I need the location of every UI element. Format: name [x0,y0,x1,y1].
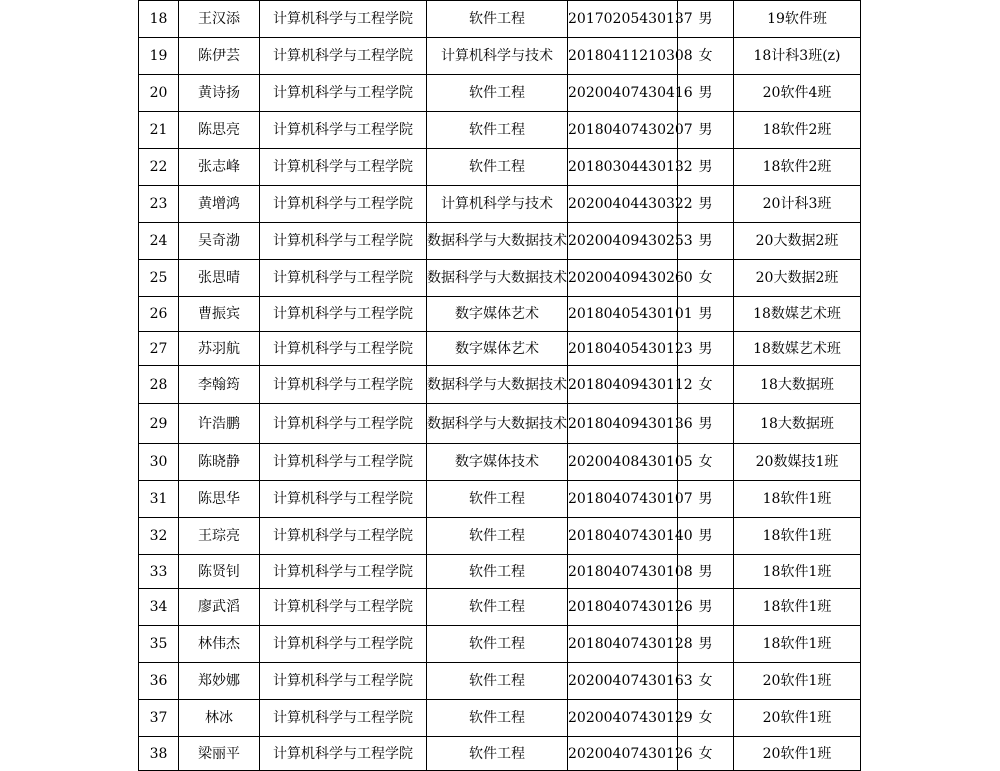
major-cell: 软件工程 [427,737,568,771]
student-name-cell: 林伟杰 [179,626,260,663]
college-cell: 计算机科学与工程学院 [260,626,427,663]
student-id-cell: 20180407430107 [568,481,678,518]
table-row [139,297,861,332]
row-number-cell: 24 [139,223,179,260]
class-cell: 18数媒艺术班 [734,297,861,332]
row-number-cell: 33 [139,555,179,589]
student-id-cell: 20170205430137 [568,1,678,38]
major-cell: 软件工程 [427,481,568,518]
class-cell: 20大数据2班 [734,223,861,260]
class-cell: 18软件2班 [734,112,861,149]
row-number-cell: 18 [139,1,179,38]
major-cell: 数据科学与大数据技术 [427,223,568,260]
student-table-body [139,1,861,771]
class-cell: 18大数据班 [734,404,861,444]
student-list-sheet [138,0,860,771]
student-table [138,0,861,771]
class-cell: 20计科3班 [734,186,861,223]
major-cell: 数字媒体技术 [427,444,568,481]
row-number-cell: 23 [139,186,179,223]
major-cell: 软件工程 [427,518,568,555]
row-number-cell: 35 [139,626,179,663]
college-cell: 计算机科学与工程学院 [260,444,427,481]
college-cell: 计算机科学与工程学院 [260,518,427,555]
student-id-cell: 20200407430126 [568,737,678,771]
table-row [139,38,861,75]
student-id-cell: 20180407430128 [568,626,678,663]
gender-cell: 女 [678,260,734,297]
table-row [139,555,861,589]
row-number-cell: 29 [139,404,179,444]
gender-cell: 女 [678,737,734,771]
student-name-cell: 苏羽航 [179,332,260,366]
college-cell: 计算机科学与工程学院 [260,186,427,223]
student-name-cell: 林冰 [179,700,260,737]
row-number-cell: 27 [139,332,179,366]
gender-cell: 男 [678,112,734,149]
college-cell: 计算机科学与工程学院 [260,663,427,700]
college-cell: 计算机科学与工程学院 [260,481,427,518]
class-cell: 18软件1班 [734,518,861,555]
major-cell: 软件工程 [427,149,568,186]
class-cell: 18软件1班 [734,626,861,663]
major-cell: 计算机科学与技术 [427,186,568,223]
student-name-cell: 梁丽平 [179,737,260,771]
major-cell: 软件工程 [427,663,568,700]
class-cell: 20软件1班 [734,737,861,771]
student-name-cell: 李翰筠 [179,366,260,404]
college-cell: 计算机科学与工程学院 [260,404,427,444]
major-cell: 软件工程 [427,75,568,112]
row-number-cell: 19 [139,38,179,75]
student-name-cell: 张思晴 [179,260,260,297]
student-id-cell: 20180405430123 [568,332,678,366]
row-number-cell: 32 [139,518,179,555]
row-number-cell: 37 [139,700,179,737]
student-name-cell: 陈思华 [179,481,260,518]
gender-cell: 男 [678,589,734,626]
table-row [139,663,861,700]
student-name-cell: 吴奇渤 [179,223,260,260]
gender-cell: 女 [678,366,734,404]
major-cell: 计算机科学与技术 [427,38,568,75]
class-cell: 18软件1班 [734,481,861,518]
major-cell: 软件工程 [427,700,568,737]
table-row [139,481,861,518]
student-id-cell: 20180407430140 [568,518,678,555]
class-cell: 18软件1班 [734,555,861,589]
class-cell: 19软件班 [734,1,861,38]
student-id-cell: 20180407430108 [568,555,678,589]
student-name-cell: 张志峰 [179,149,260,186]
college-cell: 计算机科学与工程学院 [260,332,427,366]
class-cell: 18大数据班 [734,366,861,404]
table-row [139,260,861,297]
row-number-cell: 22 [139,149,179,186]
college-cell: 计算机科学与工程学院 [260,112,427,149]
college-cell: 计算机科学与工程学院 [260,38,427,75]
college-cell: 计算机科学与工程学院 [260,149,427,186]
class-cell: 18数媒艺术班 [734,332,861,366]
student-name-cell: 王琮亮 [179,518,260,555]
major-cell: 软件工程 [427,1,568,38]
class-cell: 18计科3班(z) [734,38,861,75]
table-row [139,75,861,112]
student-name-cell: 郑妙娜 [179,663,260,700]
table-row [139,1,861,38]
gender-cell: 男 [678,555,734,589]
major-cell: 数据科学与大数据技术 [427,366,568,404]
student-id-cell: 20200408430105 [568,444,678,481]
table-row [139,700,861,737]
class-cell: 18软件1班 [734,589,861,626]
student-id-cell: 20180411210308 [568,38,678,75]
college-cell: 计算机科学与工程学院 [260,223,427,260]
row-number-cell: 34 [139,589,179,626]
class-cell: 20大数据2班 [734,260,861,297]
student-name-cell: 陈贤钊 [179,555,260,589]
table-row [139,366,861,404]
gender-cell: 男 [678,1,734,38]
student-name-cell: 陈思亮 [179,112,260,149]
student-name-cell: 许浩鹏 [179,404,260,444]
gender-cell: 男 [678,481,734,518]
table-row [139,626,861,663]
row-number-cell: 26 [139,297,179,332]
class-cell: 20软件4班 [734,75,861,112]
gender-cell: 男 [678,404,734,444]
class-cell: 20软件1班 [734,700,861,737]
gender-cell: 女 [678,700,734,737]
major-cell: 软件工程 [427,589,568,626]
gender-cell: 男 [678,149,734,186]
row-number-cell: 31 [139,481,179,518]
major-cell: 数据科学与大数据技术 [427,404,568,444]
student-id-cell: 20200409430260 [568,260,678,297]
college-cell: 计算机科学与工程学院 [260,1,427,38]
major-cell: 软件工程 [427,626,568,663]
student-id-cell: 20200409430253 [568,223,678,260]
gender-cell: 女 [678,444,734,481]
major-cell: 数字媒体艺术 [427,332,568,366]
student-id-cell: 20200407430129 [568,700,678,737]
class-cell: 20数媒技1班 [734,444,861,481]
college-cell: 计算机科学与工程学院 [260,700,427,737]
table-row [139,332,861,366]
table-row [139,518,861,555]
student-id-cell: 20200407430416 [568,75,678,112]
student-id-cell: 20200407430163 [568,663,678,700]
table-row [139,223,861,260]
college-cell: 计算机科学与工程学院 [260,589,427,626]
table-row [139,404,861,444]
table-row [139,444,861,481]
student-id-cell: 20180304430132 [568,149,678,186]
college-cell: 计算机科学与工程学院 [260,75,427,112]
table-row [139,589,861,626]
student-name-cell: 陈伊芸 [179,38,260,75]
gender-cell: 男 [678,626,734,663]
major-cell: 数据科学与大数据技术 [427,260,568,297]
college-cell: 计算机科学与工程学院 [260,260,427,297]
student-id-cell: 20180407430126 [568,589,678,626]
class-cell: 20软件1班 [734,663,861,700]
gender-cell: 男 [678,75,734,112]
table-row [139,112,861,149]
row-number-cell: 36 [139,663,179,700]
student-name-cell: 黄诗扬 [179,75,260,112]
college-cell: 计算机科学与工程学院 [260,737,427,771]
gender-cell: 男 [678,518,734,555]
gender-cell: 男 [678,332,734,366]
row-number-cell: 25 [139,260,179,297]
gender-cell: 男 [678,186,734,223]
gender-cell: 男 [678,223,734,260]
student-name-cell: 曹振宾 [179,297,260,332]
row-number-cell: 20 [139,75,179,112]
table-row [139,737,861,771]
table-row [139,186,861,223]
table-row [139,149,861,186]
major-cell: 数字媒体艺术 [427,297,568,332]
gender-cell: 女 [678,663,734,700]
class-cell: 18软件2班 [734,149,861,186]
row-number-cell: 30 [139,444,179,481]
row-number-cell: 38 [139,737,179,771]
college-cell: 计算机科学与工程学院 [260,366,427,404]
row-number-cell: 28 [139,366,179,404]
student-name-cell: 黄增鸿 [179,186,260,223]
student-name-cell: 王汉添 [179,1,260,38]
gender-cell: 男 [678,297,734,332]
student-name-cell: 廖武滔 [179,589,260,626]
gender-cell: 女 [678,38,734,75]
student-id-cell: 20180405430101 [568,297,678,332]
student-id-cell: 20180407430207 [568,112,678,149]
student-id-cell: 20180409430136 [568,404,678,444]
row-number-cell: 21 [139,112,179,149]
college-cell: 计算机科学与工程学院 [260,555,427,589]
major-cell: 软件工程 [427,555,568,589]
student-name-cell: 陈晓静 [179,444,260,481]
major-cell: 软件工程 [427,112,568,149]
college-cell: 计算机科学与工程学院 [260,297,427,332]
student-id-cell: 20180409430112 [568,366,678,404]
student-id-cell: 20200404430322 [568,186,678,223]
